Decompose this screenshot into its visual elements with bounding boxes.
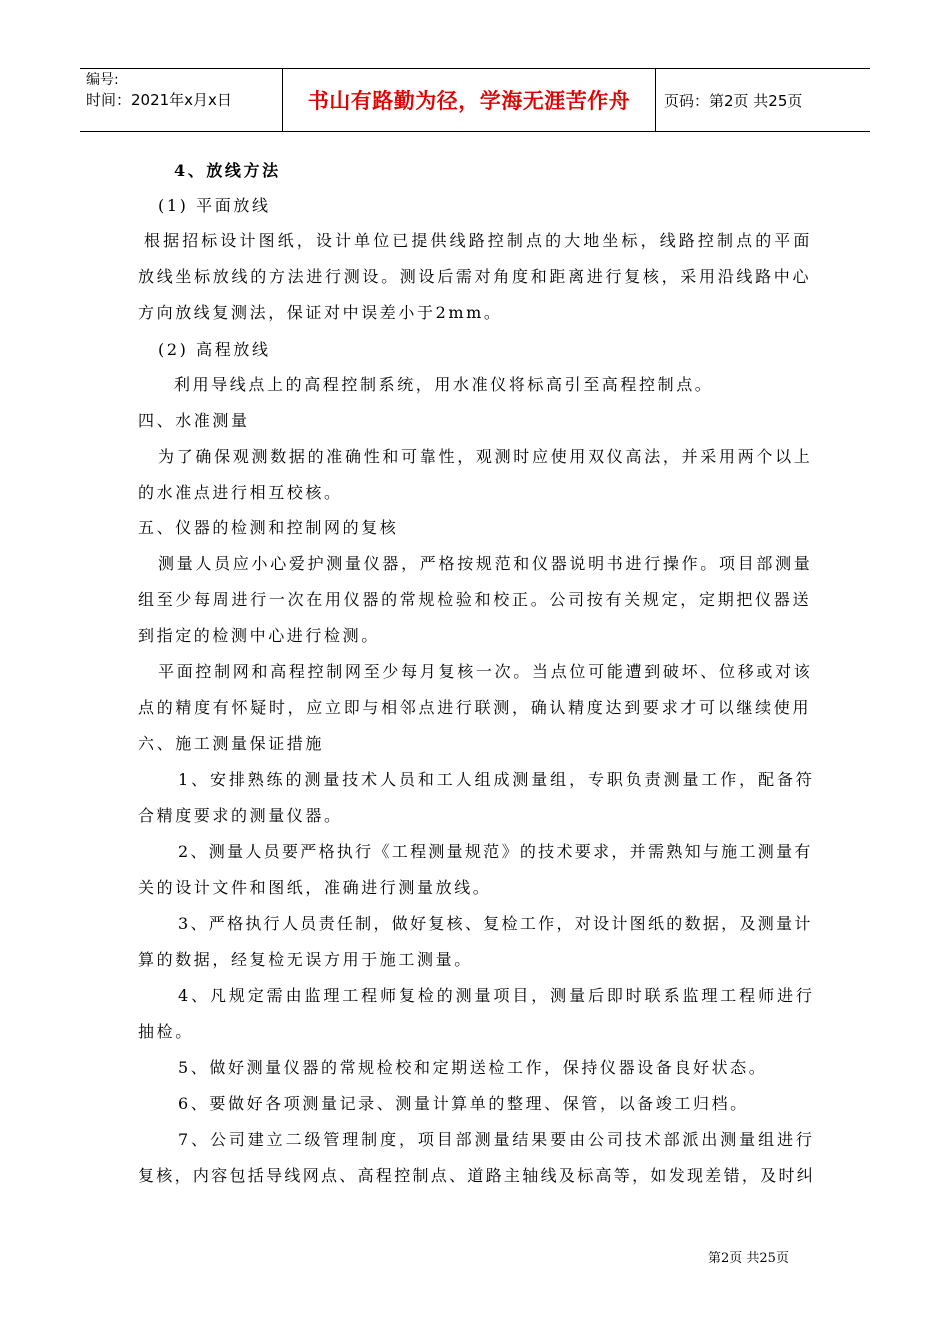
paragraph-line: 测量人员应小心爱护测量仪器，严格按规范和仪器说明书进行操作。项目部测量 [158,554,813,573]
paragraph-line: 合精度要求的测量仪器。 [138,806,343,825]
paragraph-line: 关的设计文件和图纸，准确进行测量放线。 [138,878,492,897]
paragraph-line: 6、要做好各项测量记录、测量计算单的整理、保管，以备竣工归档。 [178,1094,749,1113]
time-label: 时间：2021年x月x日 [86,91,232,109]
motto: 书山有路勤为径，学海无涯苦作舟 [307,89,631,113]
page-header [80,68,870,132]
paragraph-line: 抽检。 [138,1022,194,1041]
paragraph-line: 5、做好测量仪器的常规检校和定期送检工作，保持仪器设备良好状态。 [178,1058,768,1077]
section-heading: 六、施工测量保证措施 [138,734,325,753]
section-heading: 五、仪器的检测和控制网的复核 [138,518,399,537]
header-motto-cell [283,69,656,131]
paragraph-line: 算的数据，经复检无误方用于施工测量。 [138,950,473,969]
paragraph-line: 点的精度有怀疑时，应立即与相邻点进行联测，确认精度达到要求才可以继续使用 [138,698,812,717]
paragraph-line: 1、安排熟练的测量技术人员和工人组成测量组，专职负责测量工作，配备符 [178,770,815,789]
header-info-cell [80,69,283,131]
paragraph-line: 的水准点进行相互校核。 [138,483,343,502]
header-page-cell [656,69,870,131]
paragraph-line: 3、严格执行人员责任制，做好复核、复检工作，对设计图纸的数据，及测量计 [178,914,813,933]
serial-label: 编号: [86,72,119,88]
paragraph-line: 4、凡规定需由监理工程师复检的测量项目，测量后即时联系监理工程师进行 [178,986,815,1005]
section-heading: 四、水准测量 [138,411,250,430]
subsection-heading: (1) 平面放线 [158,196,271,215]
header-page-label: 页码：第2页 共25页 [664,91,803,110]
subsection-heading: (2) 高程放线 [158,340,271,359]
paragraph-line: 7、公司建立二级管理制度，项目部测量结果要由公司技术部派出测量组进行 [178,1130,815,1149]
paragraph-line: 组至少每周进行一次在用仪器的常规检验和校正。公司按有关规定，定期把仪器送 [138,590,812,609]
paragraph-line: 复核，内容包括导线网点、高程控制点、道路主轴线及标高等，如发现差错，及时纠 [138,1166,816,1185]
paragraph-line: 2、测量人员要严格执行《工程测量规范》的技术要求，并需熟知与施工测量有 [178,842,813,861]
paragraph-line: 方向放线复测法，保证对中误差小于2mm。 [138,303,503,322]
paragraph-line: 放线坐标放线的方法进行测设。测设后需对角度和距离进行复核，采用沿线路中心 [138,267,812,286]
paragraph-line: 平面控制网和高程控制网至少每月复核一次。当点位可能遭到破坏、位移或对该 [158,662,813,681]
paragraph-line: 为了确保观测数据的准确性和可靠性，观测时应使用双仪高法，并采用两个以上 [158,447,813,466]
paragraph-line: 到指定的检测中心进行检测。 [138,626,380,645]
page-footer: 第2页 共25页 [708,1251,789,1266]
paragraph-line: 根据招标设计图纸，设计单位已提供线路控制点的大地坐标，线路控制点的平面 [144,231,813,250]
paragraph-line: 利用导线点上的高程控制系统，用水准仪将标高引至高程控制点。 [174,375,714,394]
section-heading: 4、放线方法 [174,161,281,180]
